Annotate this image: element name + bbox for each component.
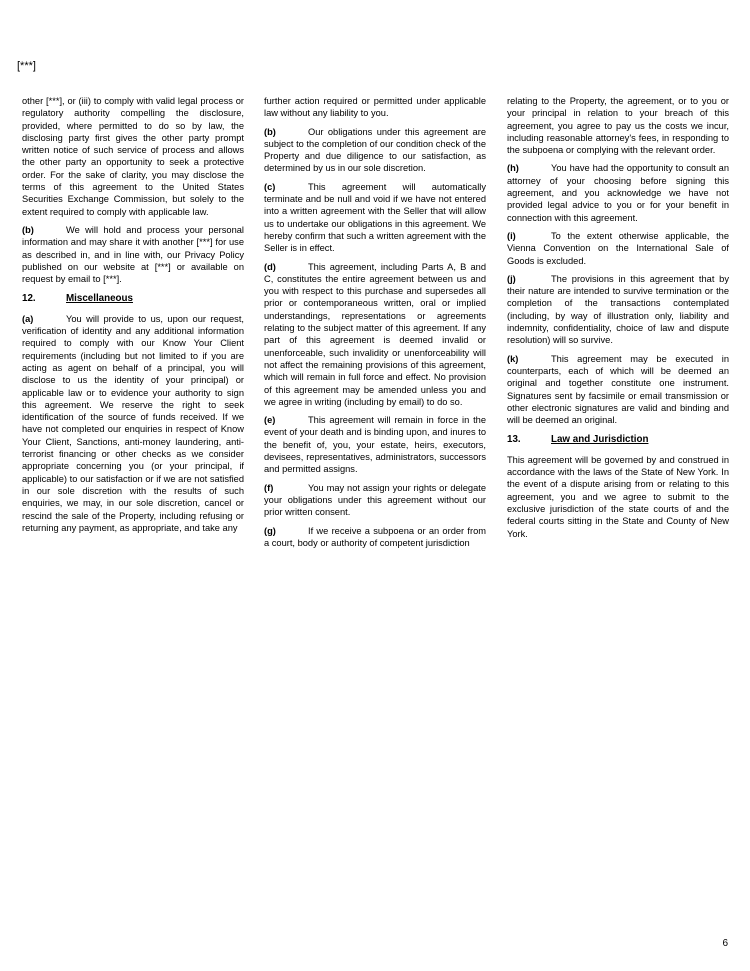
clause-label: (g) [264,525,276,536]
paragraph-b [22,224,244,285]
section-heading-13 [507,434,729,446]
paragraph-h [507,162,729,223]
paragraph: relating to the Property, the agreement, or to you or your principal in relation to your breach of this agreement, you agree to pay us the costs we incur, including reasonable attorney's fees, in responding to the subpoena or complying with the relevant order. [507,96,729,156]
clause-label: (j) [507,273,516,284]
paragraph: other [***], or (iii) to comply with valid legal process or regulatory authority compelling the disclosure, provided, where permitted to do so by law, the disclosing party first gives the other party prompt written notice of such service of process and allows the other party an opportunity to seek a protective order. For the sake of clarity, you may disclose the terms of this agreement to the United States Securities Exchange Commission, but solely to the extent required to comply with applicable law. [22,96,244,217]
clause-label: (a) [22,313,34,324]
clause-text: This agreement will automatically terminate and be null and void if we have not entered into a written agreement with the Seller that will allow us to undertake our obligations in this agreement. We hereby confirm that such a written agreement with the Seller is in effect. [264,181,486,254]
clause-text: If we receive a subpoena or an order from a court, body or authority of competent jurisdiction [264,525,486,548]
clause-label: (c) [264,181,276,192]
paragraph-c [264,181,486,255]
section-number: 13. [507,434,521,446]
clause-text: Our obligations under this agreement are subject to the completion of our condition check of the Property and due diligence to our satisfaction, as determined by us in our sole discretion. [264,126,486,174]
paragraph-d [264,261,486,409]
clause-text: This agreement may be executed in counterparts, each of which will be deemed an original and together constitute one instrument. Signatures sent by facsimile or email transmission or other electronic signatures are valid and binding and will be deemed an original. [507,353,729,426]
paragraph-f [264,482,486,519]
clause-text: You will provide to us, upon our request, verification of identity and any additional information required to comply with our Know Your Client requirements (including but not limited to if you are acting as agent on behalf of a principal, you will disclose to us the identity of your principal) or applicable law or to evidence your authority to sign this agreement. We reserve the right to seek identification of the source of funds received. If we have not completed our enquiries in respect of Know Your Client, Sanctions, anti-money laundering, anti-terrorist financing or other checks as we consider appropriate concerning you (or your principal, if applicable) to our satisfaction or if we are not satisfied in our sole discretion with the results of such enquiries, we may, in our sole discretion, cancel or rescind the sale of the Property, including refusing or returning any payment, as appropriate, and take any [22,313,244,533]
clause-text: You have had the opportunity to consult an attorney of your choosing before signing this agreement, and you acknowledge we have not provided legal advice to you or for your benefit in connection with this agreement. [507,163,729,223]
clause-label: (b) [22,224,34,235]
clause-label: (d) [264,261,276,272]
clause-text: To the extent otherwise applicable, the Vienna Convention on the International Sale of Goods is excluded. [507,230,729,266]
clause-label: (i) [507,230,516,241]
clause-text: We will hold and process your personal information and may share it with another [***] for use as described in, and in line with, our Privacy Policy published on our website at [***] or available on request by email to [***]. [22,224,244,285]
page-number: 6 [722,938,728,949]
clause-text: This agreement, including Parts A, B and C, constitutes the entire agreement between us and you with respect to this purchase and supersedes all prior or contemporaneous written, oral or implied understandings, representations or agreements relating to the subject matter of this agreement. If any part of this agreement is deemed invalid or unenforceable, such invalidity or unenforceability will not affect the remaining provisions of this agreement, which will remain in full force and effect. No provision of this agreement may be amended unless you and we agree in writing (including by email) to do so. [264,261,486,407]
paragraph-e [264,414,486,475]
paragraph: further action required or permitted under applicable law without any liability to you. [264,96,486,119]
paragraph-g [264,525,486,550]
column-1 [22,95,244,540]
column-3 [507,95,729,546]
clause-text: The provisions in this agreement that by their nature are intended to survive termination or the completion of the transactions contemplated (including, by way of illustration only, liability and indemnity, confidentiality, choice of law and dispute resolution) will so survive. [507,273,729,346]
column-2 [264,95,486,555]
clause-label: (e) [264,415,276,426]
paragraph-j [507,273,729,347]
clause-text: You may not assign your rights or delegate your obligations under this agreement without our prior written consent. [264,482,486,518]
paragraph-a [22,313,244,534]
clause-label: (f) [264,482,274,493]
paragraph-i [507,230,729,267]
header-mark: [***] [17,60,36,72]
paragraph-13: This agreement will be governed by and construed in accordance with the laws of the State of New York. In the event of a dispute arising from or relating to this agreement, you and we agree to submit to the exclusive jurisdiction of the state courts of and the federal courts sitting in the State and County of New York. [507,454,729,539]
section-heading-12 [22,293,244,305]
paragraph-k [507,353,729,427]
clause-text: This agreement will remain in force in the event of your death and is binding upon, and inures to the benefit of, you, your estate, heirs, executors, devisees, representatives, administrators, successors and permitted assigns. [264,415,486,475]
clause-label: (h) [507,163,519,174]
paragraph-b [264,126,486,175]
clause-label: (k) [507,353,519,364]
section-title: Miscellaneous [66,293,133,305]
clause-label: (b) [264,126,276,137]
section-title: Law and Jurisdiction [551,434,649,446]
section-number: 12. [22,293,36,305]
